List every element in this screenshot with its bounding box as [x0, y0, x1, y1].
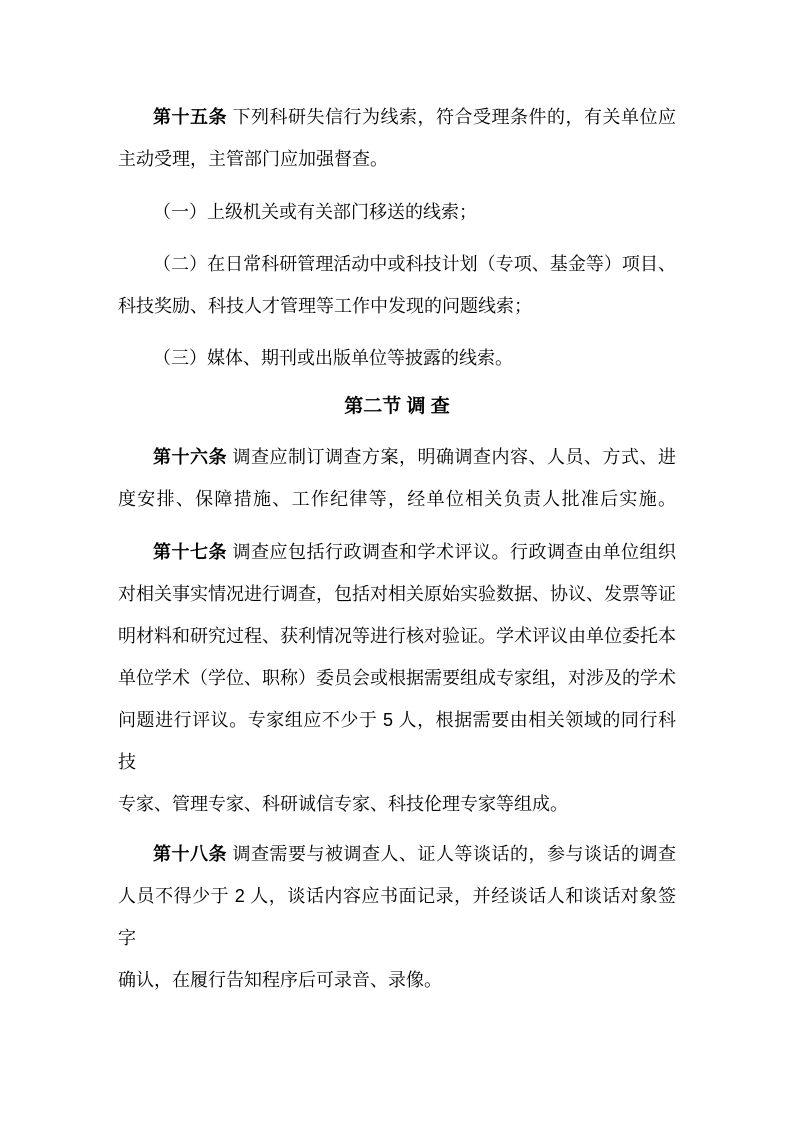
article-17-paragraph — [118, 531, 676, 825]
section-heading-text: 第二节 调 查 — [344, 396, 450, 417]
text-line: 对相关事实情况进行调查，包括对相关原始实验数据、协议、发票等证 — [118, 584, 676, 604]
article-15-text: 下列科研失信行为线索，符合受理条件的，有关单位应 — [227, 107, 676, 127]
clause-item-2 — [118, 243, 676, 327]
article-17-number: 第十七条 — [153, 542, 227, 562]
section-2-heading — [118, 386, 676, 428]
text-line: 确认，在履行告知程序后可录音、录像。 — [118, 970, 442, 990]
article-18-paragraph — [118, 833, 676, 1001]
clause-item-3 — [118, 337, 676, 379]
text-line: 单位学术（学位、职称）委员会或根据需要组成专家组，对涉及的学术 — [118, 668, 676, 688]
text-line: 科技奖励、科技人才管理等工作中发现的问题线索； — [118, 296, 532, 316]
article-16-number: 第十六条 — [153, 447, 227, 467]
article-16-paragraph — [118, 436, 676, 520]
text-line: 人员不得少于 2 人，谈话内容应书面记录，并经谈话人和谈话对象签字 — [118, 886, 676, 948]
article-17-text: 调查应包括行政调查和学术评议。行政调查由单位组织 — [227, 542, 676, 562]
text-line — [118, 96, 676, 138]
article-15-number: 第十五条 — [153, 107, 227, 127]
article-16-text: 调查应制订调查方案，明确调查内容、人员、方式、进 — [227, 447, 676, 467]
article-18-number: 第十八条 — [153, 844, 227, 864]
article-15-paragraph — [118, 96, 676, 180]
text-line: （三）媒体、期刊或出版单位等披露的线索。 — [153, 348, 513, 368]
text-line — [118, 833, 676, 875]
text-line — [118, 436, 676, 478]
text-line: 问题进行评议。专家组应不少于 5 人，根据需要由相关领域的同行科技 — [118, 710, 676, 772]
text-line — [118, 531, 676, 573]
text-line: 度安排、保障措施、工作纪律等，经单位相关负责人批准后实施。 — [118, 489, 676, 509]
text-line: 主动受理，主管部门应加强督查。 — [118, 149, 388, 169]
text-line: （二）在日常科研管理活动中或科技计划（专项、基金等）项目、 — [153, 254, 676, 274]
text-line: （一）上级机关或有关部门移送的线索； — [153, 202, 477, 222]
clause-item-1 — [118, 191, 676, 233]
article-18-text: 调查需要与被调查人、证人等谈话的，参与谈话的调查 — [227, 844, 676, 864]
text-line: 明材料和研究过程、获利情况等进行核对验证。学术评议由单位委托本 — [118, 626, 676, 646]
text-line: 专家、管理专家、科研诚信专家、科技伦理专家等组成。 — [118, 794, 568, 814]
